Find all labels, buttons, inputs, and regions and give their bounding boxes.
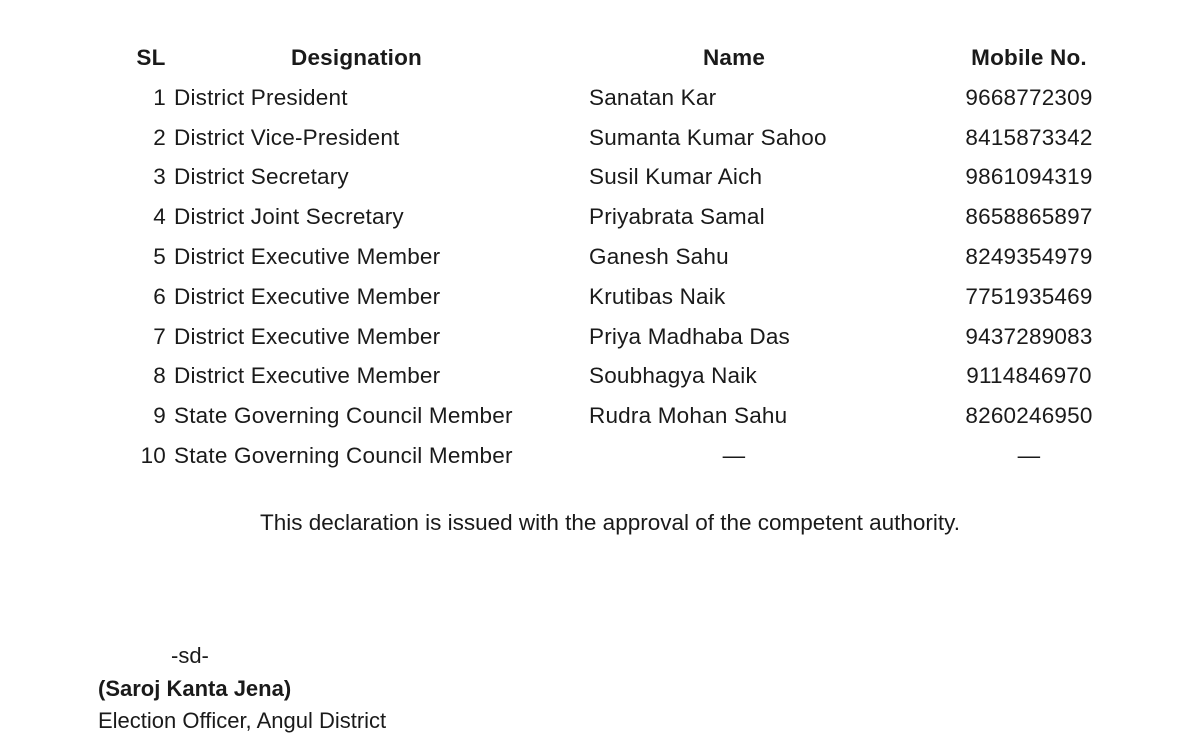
row-designation: District Vice-President [174,124,400,150]
row-name: Priya Madhaba Das [589,323,791,349]
row-designation: District President [174,84,348,110]
row-name: Soubhagya Naik [589,363,757,389]
row-name: — [722,443,746,469]
table-header-row [128,38,1129,78]
row-sl: 1 [153,84,166,110]
table-row [128,158,1129,198]
row-sl: 9 [153,403,166,429]
table-row [128,197,1129,237]
row-sl: 3 [153,164,166,190]
table-row [128,78,1129,118]
row-designation: District Executive Member [174,283,441,309]
row-sl: 5 [153,244,166,270]
row-name: Priyabrata Samal [589,204,765,230]
row-name: Krutibas Naik [589,283,726,309]
row-sl: 4 [153,204,166,230]
table-row [128,237,1129,277]
row-sl: 10 [140,443,166,469]
table-row [128,277,1129,317]
row-name: Rudra Mohan Sahu [589,403,788,429]
row-name: Ganesh Sahu [589,244,729,270]
officer-title: Election Officer, Angul District [98,708,387,733]
row-designation: District Joint Secretary [174,204,404,230]
row-mobile: 8249354979 [965,244,1093,270]
row-mobile: 9437289083 [965,323,1093,349]
row-sl: 6 [153,283,166,309]
row-mobile: 7751935469 [965,283,1093,309]
table-row [128,118,1129,158]
row-mobile: — [1017,443,1041,469]
signature-mark: -sd- [171,643,209,668]
row-sl: 2 [153,124,166,150]
row-name: Sumanta Kumar Sahoo [589,124,827,150]
header-name: Name [702,45,766,70]
row-designation: District Executive Member [174,363,441,389]
header-mobile: Mobile No. [971,45,1087,70]
table-row [128,357,1129,397]
declaration-text: This declaration is issued with the approval of the competent authority. [260,510,960,535]
table-row [128,396,1129,436]
row-designation: District Executive Member [174,323,441,349]
row-designation: District Secretary [174,164,349,190]
row-designation: State Governing Council Member [174,403,513,429]
row-designation: District Executive Member [174,244,441,270]
row-mobile: 9668772309 [965,84,1093,110]
row-mobile: 8658865897 [965,204,1093,230]
row-designation: State Governing Council Member [174,443,513,469]
row-mobile: 8415873342 [965,124,1093,150]
table-row [128,317,1129,357]
row-mobile: 9861094319 [965,164,1093,190]
row-sl: 7 [153,323,166,349]
row-name: Sanatan Kar [589,84,717,110]
officer-name: (Saroj Kanta Jena) [98,676,292,701]
row-name: Susil Kumar Aich [589,164,763,190]
row-mobile: 9114846970 [966,363,1092,389]
table-row [128,436,1129,476]
office-bearers-table [128,38,1129,476]
row-sl: 8 [153,363,166,389]
row-mobile: 8260246950 [965,403,1093,429]
header-designation: Designation [291,45,422,70]
header-sl: SL [136,45,166,70]
